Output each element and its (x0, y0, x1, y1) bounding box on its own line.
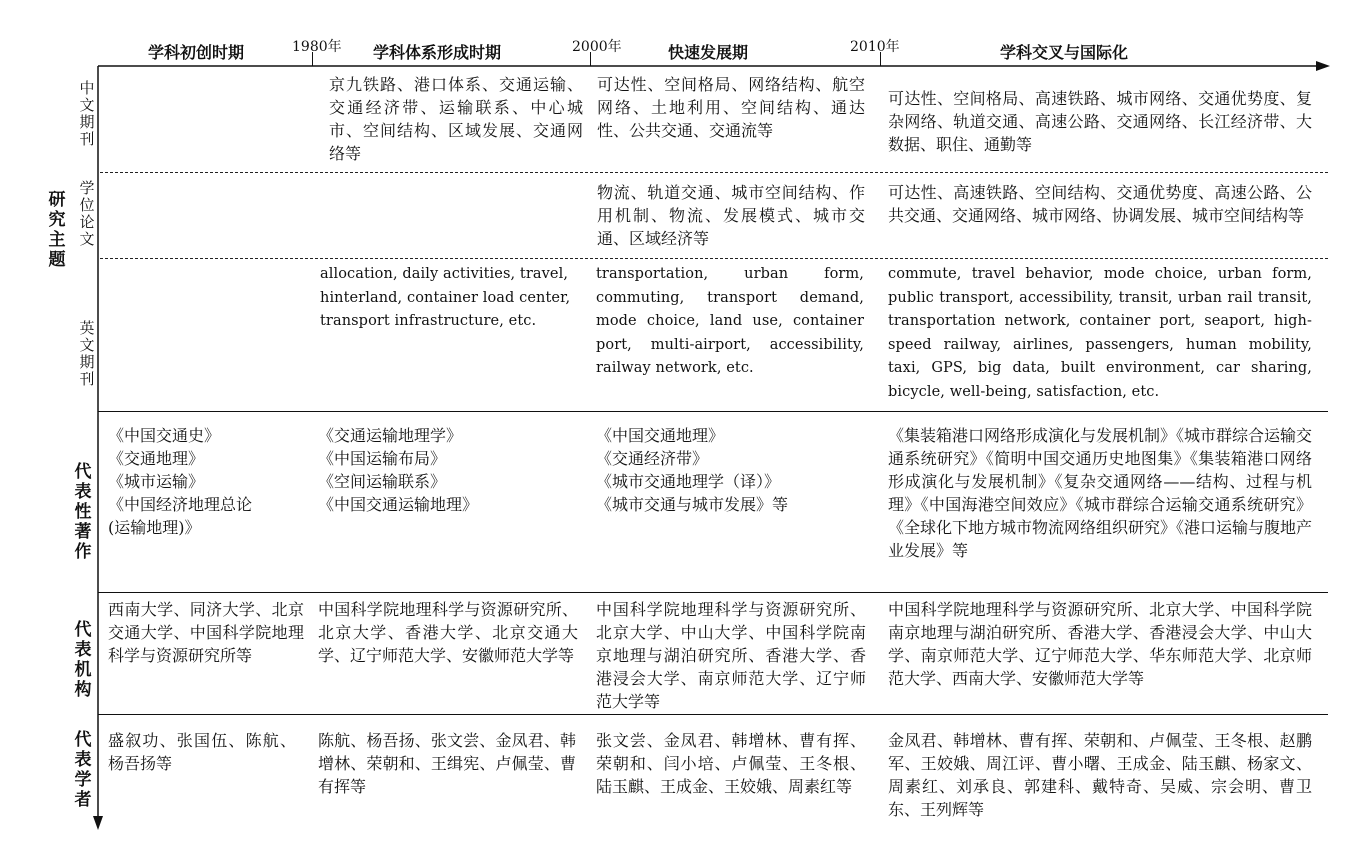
year-label-2010: 2010年 (850, 39, 900, 55)
work-title: 《交通运输地理学》 (318, 426, 463, 445)
period-label-cross-discipline: 学科交叉与国际化 (1000, 43, 1129, 62)
row-label-en-journals: 英文期刊 (79, 319, 95, 388)
cell-en-journals-2010: commute, travel behavior, mode choice, urban form, public transport, accessibility, transit, urban rail transit, transportation network, container port, seaport, high-speed railway, airlines, passengers, human mobility, taxi, GPS, big data, built environment, car sharing, bicycle, well-being, satisfaction, etc. (888, 266, 1312, 400)
row-label-institutions: 代表机构 (74, 620, 92, 700)
cell-works-founding (108, 424, 308, 539)
work-title: 《中国经济地理总论 (108, 495, 253, 514)
work-title: 《中国交通运输地理》 (318, 495, 479, 514)
year-label-1980: 1980年 (292, 39, 342, 55)
cell-institutions-2010: 中国科学院地理科学与资源研究所、北京大学、中国科学院南京地理与湖泊研究所、香港大学、香港浸会大学、中山大学、南京师范大学、辽宁师范大学、华东师范大学、北京师范大学、西南大学、安徽师范大学等 (888, 600, 1312, 688)
cell-theses-2000: 物流、轨道交通、城市空间结构、作用机制、物流、发展模式、城市交通、区域经济等 (597, 183, 865, 248)
separator-works-institutions (98, 592, 1328, 593)
work-title: 《交通地理》 (108, 449, 205, 468)
work-title: 《中国交通史》 (108, 426, 221, 445)
cell-theses-2010: 可达性、高速铁路、空间结构、交通优势度、高速公路、公共交通、交通网络、城市网络、协调发展、城市空间结构等 (888, 183, 1312, 225)
cell-institutions-1980: 中国科学院地理科学与资源研究所、北京大学、香港大学、北京交通大学、辽宁师范大学、安徽师范大学等 (318, 600, 578, 665)
row-label-cn-journals: 中文期刊 (79, 79, 95, 148)
cell-scholars-1980: 陈航、杨吾扬、张文尝、金凤君、韩增林、荣朝和、王缉宪、卢佩莹、曹有挥等 (318, 731, 576, 796)
cell-cn-journals-1980: 京九铁路、港口体系、交通运输、交通经济带、运输联系、中心城市、空间结构、区域发展、交通网络等 (329, 75, 583, 163)
separator-theses-en (100, 258, 1328, 259)
work-title: 《交通经济带》 (596, 449, 709, 468)
cell-institutions-2000: 中国科学院地理科学与资源研究所、北京大学、中山大学、中国科学院南京地理与湖泊研究所、香港大学、香港浸会大学、南京师范大学、辽宁师范大学等 (596, 600, 866, 711)
cell-works-2010: 《集装箱港口网络形成演化与发展机制》《城市群综合运输交通系统研究》《简明中国交通历史地图集》《集装箱港口网络形成演化与发展机制》《复杂交通网络——结构、过程与机理》《中国海港空间效应》《城市群综合运输交通系统研究》《全球化下地方城市物流网络组织研究》《港口运输与腹地产业发展》等 (888, 426, 1313, 560)
work-title: 《城市运输》 (108, 472, 205, 491)
work-title: 《城市交通与城市发展》等 (596, 495, 789, 514)
separator-cn-theses (100, 172, 1328, 173)
work-title: 《中国运输布局》 (318, 449, 447, 468)
work-title: 《中国交通地理》 (596, 426, 725, 445)
work-title: (运输地理)》 (108, 518, 201, 537)
work-title: 《城市交通地理学（译）》 (596, 472, 781, 491)
row-label-scholars: 代表学者 (74, 730, 92, 810)
cell-cn-journals-2010: 可达性、空间格局、高速铁路、城市网络、交通优势度、复杂网络、轨道交通、高速公路、交通网络、长江经济带、大数据、职住、通勤等 (888, 89, 1312, 154)
cell-works-2000 (596, 424, 866, 516)
row-label-research-topics: 研究主题 (48, 190, 66, 270)
row-label-works: 代表性著作 (74, 462, 92, 562)
year-label-2000: 2000年 (572, 39, 622, 55)
separator-topics-works (98, 411, 1328, 412)
cell-scholars-2000: 张文尝、金凤君、韩增林、曹有挥、荣朝和、闫小培、卢佩莹、王冬根、陆玉麒、王成金、王姣娥、周素红等 (596, 731, 866, 796)
work-title: 《空间运输联系》 (318, 472, 447, 491)
category-axis-arrow (93, 816, 103, 830)
period-label-system-formation: 学科体系形成时期 (373, 43, 502, 62)
time-axis-arrow (1316, 61, 1330, 71)
cell-en-journals-2000: transportation, urban form, commuting, transport demand, mode choice, land use, container port, multi-airport, accessibility, railway network, etc. (596, 266, 864, 376)
period-label-founding: 学科初创时期 (148, 43, 245, 62)
cell-works-1980 (318, 424, 578, 516)
period-label-rapid-development: 快速发展期 (668, 43, 749, 62)
separator-institutions-scholars (98, 714, 1328, 715)
cell-scholars-founding: 盛叙功、张国伍、陈航、杨吾扬等 (108, 731, 296, 773)
cell-institutions-founding: 西南大学、同济大学、北京交通大学、中国科学院地理科学与资源研究所等 (108, 600, 304, 665)
row-label-theses: 学位论文 (79, 179, 95, 248)
cell-scholars-2010: 金凤君、韩增林、曹有挥、荣朝和、卢佩莹、王冬根、赵鹏军、王姣娥、周江评、曹小曙、王成金、陆玉麒、杨家文、周素红、刘承良、郭建科、戴特奇、吴威、宗会明、曹卫东、王列辉等 (888, 731, 1312, 819)
cell-cn-journals-2000: 可达性、空间格局、网络结构、航空网络、土地利用、空间结构、通达性、公共交通、交通流等 (597, 75, 865, 140)
cell-en-journals-1980: allocation, daily activities, travel, hinterland, container load center, transport infrastructure, etc. (320, 266, 571, 329)
